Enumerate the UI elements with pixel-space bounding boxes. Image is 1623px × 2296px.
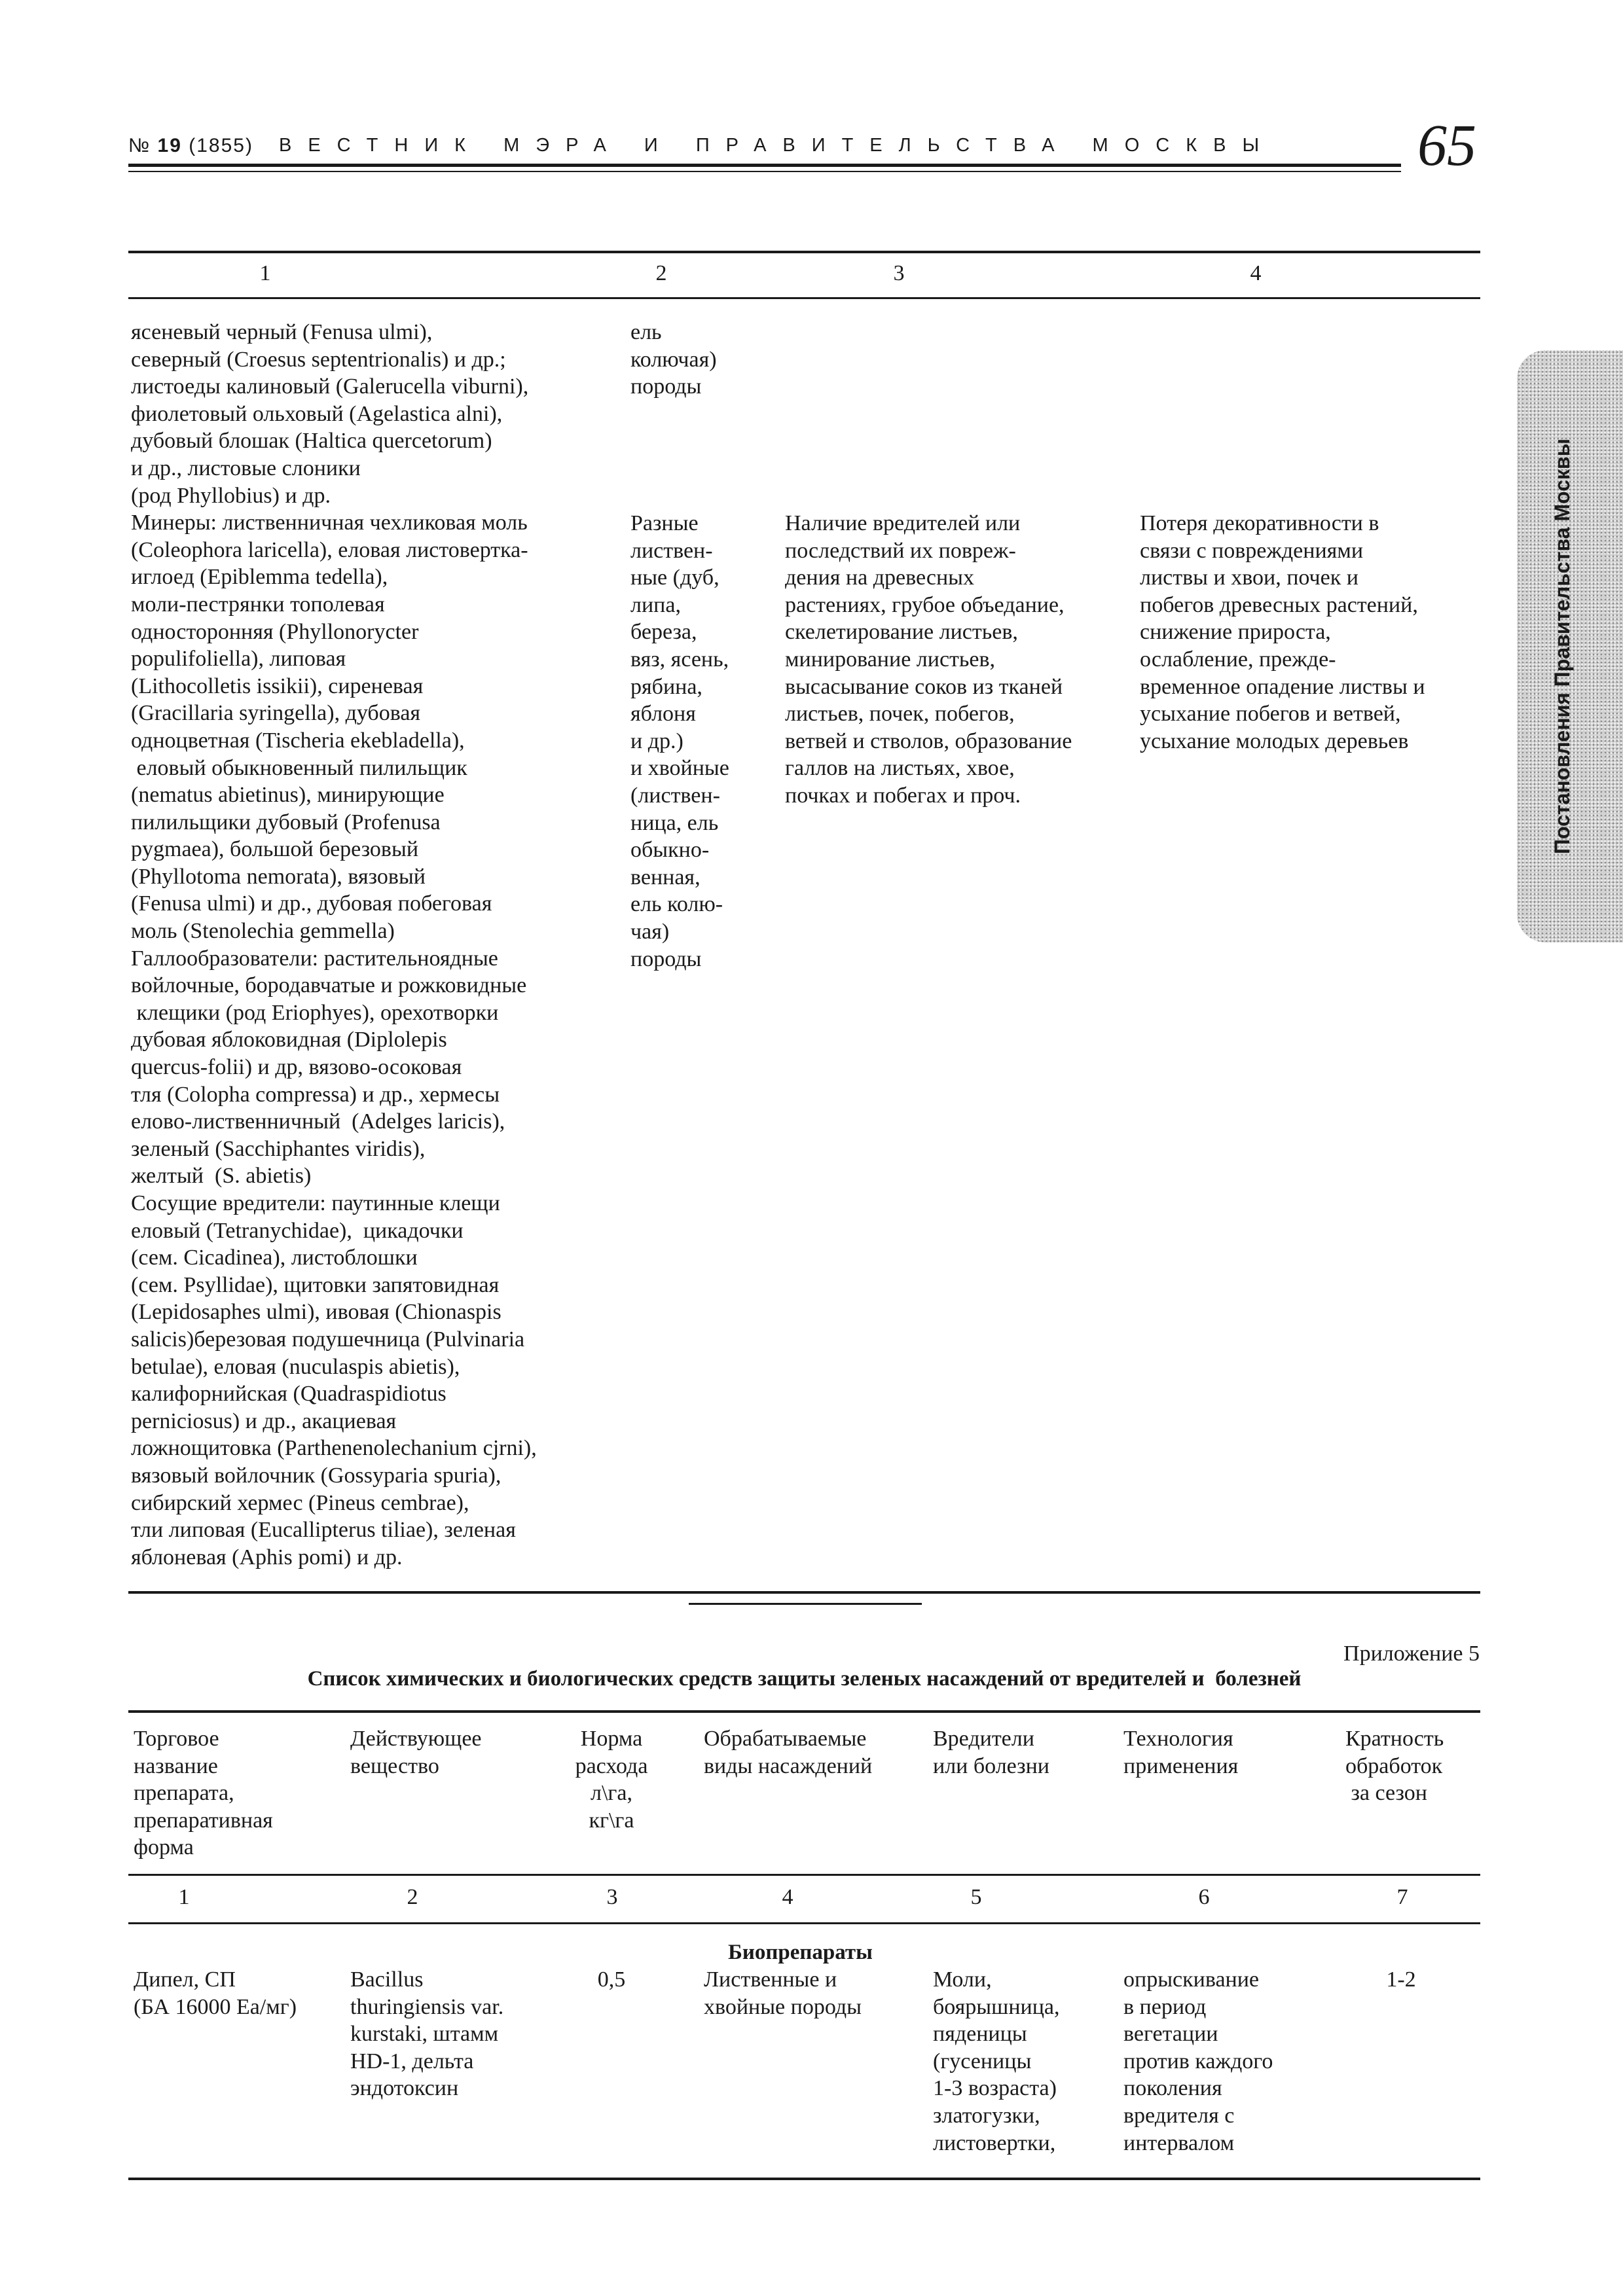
section-tab-label: Постановления Правительства Москвы [1550, 439, 1574, 854]
plant-species-cell: ель колючая) породы [630, 320, 717, 399]
appendix-label: Приложение 5 [1343, 1641, 1480, 1666]
table2-bottom-rule [128, 2178, 1480, 2180]
cell-technology: опрыскивание в период вегетации против каждого поколения вредителя с интервалом [1123, 1967, 1273, 2155]
cell-trade-name: Дипел, СП (БА 16000 Еа/мг) [134, 1967, 297, 2019]
table2-col-number: 7 [1396, 1885, 1408, 1909]
damage-signs-cell: Наличие вредителей или последствий их повреж- дения на древесных растениях, грубое объедание, скелетирование листьев, минирование листьев, высасывание соков из тканей листьев, почек, побегов, ветвей и стволов, образование галлов на листьях, хвое, почках и побегах и проч. [785, 511, 1072, 808]
table2-col-number: 6 [1198, 1885, 1210, 1909]
header-frequency: Кратность обработок за сезон [1345, 1727, 1444, 1806]
table2-col-number: 3 [606, 1885, 618, 1909]
cell-pests: Моли, боярышница, пяденицы (гусеницы 1-3 возраста) златогузки, листовертки, [933, 1967, 1060, 2155]
table1-col-number: 1 [259, 261, 271, 285]
issue-number: № 19 (1855) [128, 135, 253, 156]
header-technology: Технология применения [1123, 1727, 1239, 1778]
journal-title: ВЕСТНИК МЭРА И ПРАВИТЕЛЬСТВА МОСКВЫ [279, 135, 1276, 156]
appendix-title: Список химических и биологических средств защиты зеленых насаждений от вредителей и болезней [307, 1667, 1302, 1691]
cell-frequency: 1-2 [1386, 1967, 1416, 1992]
header-trade-name: Торговое название препарата, препаративная форма [134, 1727, 273, 1860]
plant-species-cell: Разные листвен- ные (дуб, липа, береза, вяз, ясень, рябина, яблоня и др.) и хвойные (листвен- ница, ель обыкно- венная, ель колю- чая) породы [630, 511, 729, 971]
header-treated-plants: Обрабатываемые виды насаждений [704, 1727, 873, 1778]
cell-application-rate: 0,5 [597, 1967, 626, 1992]
header-active-substance: Действующее вещество [350, 1727, 482, 1778]
header-pests-diseases: Вредители или болезни [933, 1727, 1050, 1778]
consequences-cell: Потеря декоративности в связи с повреждениями листвы и хвои, почек и побегов древесных растений, снижение прироста, ослабление, прежде- временное опадение листвы и усыхание побегов и ветвей, усыхание молодых деревьев [1140, 511, 1425, 753]
table2-col-number: 4 [782, 1885, 793, 1909]
pests-list-cell: ясеневый черный (Fenusa ulmi), северный (Croesus septentrionalis) и др.; листоеды калиновый (Galerucella viburni), фиолетовый ольховый (Agelastica alni), дубовый блошак (Haltica quercetorum) и др., листовые слоники (род Phyllobius) и др. Минеры: лиственничная чехликовая моль (Coleophora laricella), еловая листовертка- иглоед (Epiblemma tedella), моли-пестрянки тополевая односторонняя (Phyllonorycter populifoliella), липовая (Lithocolletis issikii), сиреневая (Gracillaria syringella), дубовая одноцветная (Tischeria ekebladella), еловый обыкновенный пилильщик (nematus abietinus), минирующие пилильщики дубовый (Profenusa pygmaea), большой березовый (Phyllotoma nemorata), вязовый (Fenusa ulmi) и др., дубовая побеговая моль (Stenolechia gemmella) Галлообразователи: растительноядные войлочные, бородавчатые и рожковидные клещики (род Eriophyes), орехотворки дубовая яблоковидная (Diplolepis quercus-folii) и др, вязово-осоковая тля (Colopha compressa) и др., хермесы елово-лиственничный (Adelges laricis), зеленый (Sacchiphantes viridis), желтый (S. abietis) Сосущие вредители: паутинные клещи еловый (Tetranychidae), цикадочки (сем. Cicadinea), листоблошки (сем. Psyllidae), щитовки запятовидная (Lepidosaphes ulmi), ивовая (Chionaspis salicis)березовая подушечница (Pulvinaria betulae), еловая (nuculaspis abietis), калифорнийская (Quadraspidiotus perniciosus) и др., акациевая ложнощитовка (Parthenenolechanium cjrni), вязовый войлочник (Gossyparia spuria), сибирский хермес (Pineus cembrae), тли липовая (Eucallipterus tiliae), зеленая яблоневая (Aphis pomi) и др. [131, 320, 537, 1570]
header-rule-thin [128, 171, 1401, 172]
running-header [128, 126, 1401, 185]
section-biopreparations: Биопрепараты [728, 1941, 873, 1964]
table2-col-number: 5 [970, 1885, 982, 1909]
header-application-rate: Норма расхода л\га, кг\га [575, 1727, 648, 1833]
cell-active-substance: Bacillus thuringiensis var. kurstaki, штамм HD-1, дельта эндотоксин [350, 1967, 504, 2101]
table2-header-rule [128, 1874, 1480, 1876]
table2-col-number: 1 [178, 1885, 190, 1909]
header-rule-thick [128, 164, 1401, 167]
table1-top-rule [128, 251, 1480, 253]
table2-numbers-rule [128, 1922, 1480, 1924]
table1-col-number: 2 [655, 261, 667, 285]
separator-rule [689, 1603, 922, 1605]
table2-col-number: 2 [407, 1885, 418, 1909]
table1-col-number: 4 [1250, 261, 1262, 285]
table2-top-rule [128, 1710, 1480, 1713]
table1-bottom-rule [128, 1591, 1480, 1594]
page-number: 65 [1417, 113, 1476, 178]
table1-header-rule [128, 297, 1480, 299]
table1-col-number: 3 [893, 261, 905, 285]
cell-treated-plants: Лиственные и хвойные породы [704, 1967, 862, 2019]
